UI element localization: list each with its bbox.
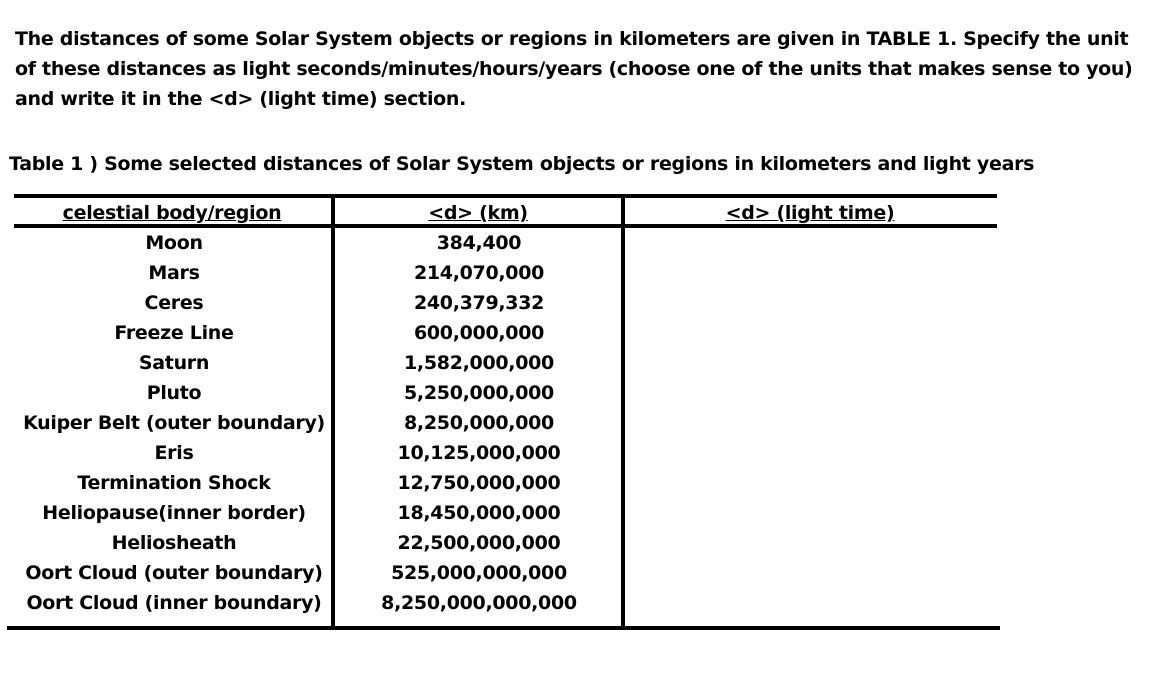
cell-celestial-body: Oort Cloud (outer boundary) [25,562,323,584]
cell-light-time [625,438,995,468]
cell-celestial-body: Termination Shock [77,472,271,494]
cell-light-time [625,378,995,408]
header-distance-km: <d> (km) [428,202,528,224]
table-row [14,528,1000,558]
table-row [14,258,1000,288]
table-row [14,498,1000,528]
instructions-paragraph: The distances of some Solar System objects or regions in kilometers are given in TABLE 1. Specify the unit of these distances as light seconds/minutes/hours/years (choose one of the units that makes sense to you) and write it in the <d> (light time) section. [15,28,1133,110]
cell-distance-km: 22,500,000,000 [397,532,561,554]
cell-light-time [625,288,995,318]
table-row [14,228,1000,258]
cell-light-time [625,468,995,498]
table-row [14,378,1000,408]
table-row [14,318,1000,348]
cell-light-time [625,498,995,528]
cell-celestial-body: Ceres [144,292,204,314]
table-bottom-rule [7,626,1000,630]
table-row [14,468,1000,498]
cell-distance-km: 240,379,332 [413,292,545,314]
cell-distance-km: 1,582,000,000 [404,352,554,374]
table-row [14,588,1000,618]
cell-celestial-body: Eris [154,442,194,464]
table-row [14,408,1000,438]
cell-distance-km: 525,000,000,000 [391,562,567,584]
cell-distance-km: 5,250,000,000 [404,382,554,404]
header-celestial-body: celestial body/region [62,202,282,224]
table-row [14,348,1000,378]
cell-light-time [625,528,995,558]
cell-light-time [625,408,995,438]
cell-distance-km: 8,250,000,000 [404,412,554,434]
table-body [14,228,1000,618]
cell-distance-km: 8,250,000,000,000 [381,592,577,614]
cell-distance-km: 12,750,000,000 [397,472,561,494]
cell-celestial-body: Freeze Line [114,322,234,344]
cell-light-time [625,558,995,588]
cell-celestial-body: Kuiper Belt (outer boundary) [23,412,325,434]
cell-light-time [625,258,995,288]
cell-distance-km: 10,125,000,000 [397,442,561,464]
cell-distance-km: 18,450,000,000 [397,502,561,524]
cell-celestial-body: Heliopause(inner border) [42,502,306,524]
cell-light-time [625,588,995,618]
cell-celestial-body: Heliosheath [111,532,237,554]
cell-distance-km: 214,070,000 [413,262,545,284]
table-top-rule [14,194,997,198]
cell-celestial-body: Moon [145,232,203,254]
table-row [14,438,1000,468]
table-row [14,288,1000,318]
cell-celestial-body: Mars [148,262,200,284]
cell-distance-km: 600,000,000 [413,322,545,344]
cell-light-time [625,318,995,348]
cell-light-time [625,348,995,378]
header-light-time: <d> (light time) [725,202,895,224]
cell-celestial-body: Pluto [146,382,202,404]
cell-celestial-body: Oort Cloud (inner boundary) [26,592,322,614]
table-caption: Table 1 ) Some selected distances of Solar System objects or regions in kilometers and light years [9,153,1035,175]
cell-light-time [625,228,995,258]
table-row [14,558,1000,588]
cell-distance-km: 384,400 [436,232,522,254]
cell-celestial-body: Saturn [138,352,210,374]
